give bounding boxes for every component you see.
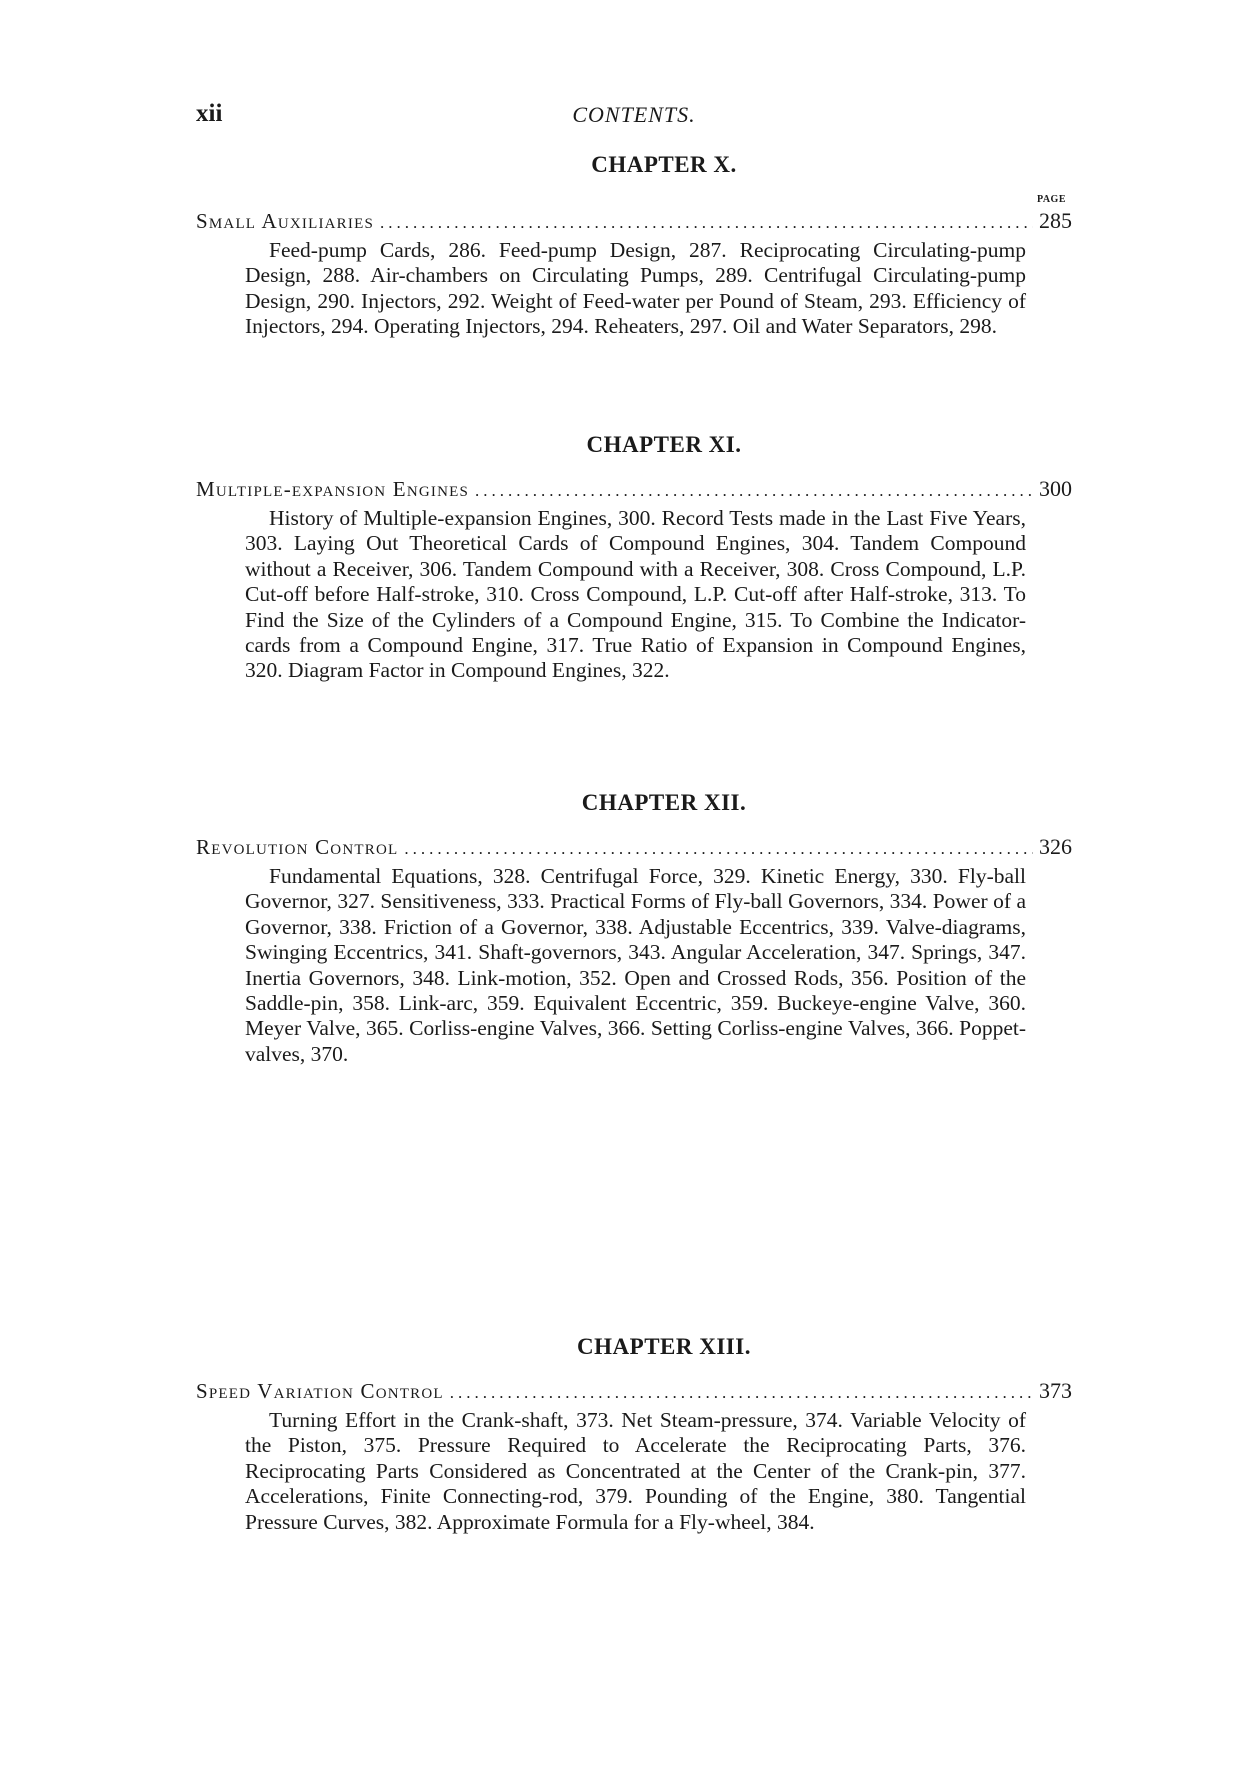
- chapter-heading: CHAPTER XII.: [581, 790, 747, 815]
- chapter-heading: CHAPTER X.: [591, 152, 737, 177]
- chapter-title: Small Auxiliaries: [196, 209, 374, 233]
- page-number: xii: [196, 100, 223, 127]
- chapter-heading: CHAPTER XIII.: [577, 1334, 751, 1359]
- chapter-title: Revolution Control: [196, 835, 399, 859]
- dot-leader: [475, 476, 1033, 506]
- toc-entry: [196, 206, 1072, 236]
- chapter-summary: History of Multiple-expansion Engines, 300. Record Tests made in the Last Five Years, 303. Laying Out Theoretical Cards of Compound Engines, 304. Tandem Compound without a Receiver, 306. Tandem Compound with a Receiver, 308. Cross Compound, L.P. Cut-off before Half-stroke, 310. Cross Compound, L.P. Cut-off after Half-stroke, 313. To Find the Size of the Cylinders of a Compound Engine, 315. To Combine the Indicator-cards from a Compound Engine, 317. True Ratio of Expansion in Compound Engines, 320. Diagram Factor in Compound Engines, 322.: [245, 506, 1026, 683]
- running-head: [196, 100, 1072, 136]
- dot-leader: [404, 834, 1033, 864]
- dot-leader: [450, 1378, 1033, 1408]
- chapter-summary: Feed-pump Cards, 286. Feed-pump Design, 287. Reciprocating Circulating-pump Design, 288. Air-chambers on Circulating Pumps, 289. Centrifugal Circulating-pump Design, 290. Injectors, 292. Weight of Feed-water per Pound of Steam, 293. Efficiency of Injectors, 294. Operating Injectors, 294. Reheaters, 297. Oil and Water Separators, 298.: [245, 238, 1026, 339]
- toc-entry: [196, 474, 1072, 504]
- chapter-page-number: 300: [1039, 476, 1072, 501]
- chapter-summary: Turning Effort in the Crank-shaft, 373. Net Steam-pressure, 374. Variable Velocity of the Piston, 375. Pressure Required to Accelerate the Reciprocating Parts, 376. Reciprocating Parts Considered as Concentrated at the Center of the Crank-pin, 377. Accelerations, Finite Connecting-rod, 379. Pounding of the Engine, 380. Tangential Pressure Curves, 382. Approximate Formula for a Fly-wheel, 384.: [245, 1408, 1026, 1534]
- chapter-page-number: 285: [1039, 208, 1072, 233]
- chapter-page-number: 326: [1039, 834, 1072, 859]
- chapter-x: [196, 150, 1072, 340]
- chapter-heading: CHAPTER XI.: [586, 432, 742, 457]
- page-column-label: PAGE: [1036, 194, 1066, 205]
- running-title: CONTENTS.: [572, 102, 696, 127]
- chapter-page-number: 373: [1039, 1378, 1072, 1403]
- toc-entry: [196, 1376, 1072, 1406]
- toc-entry: [196, 832, 1072, 862]
- chapter-title: Multiple-expansion Engines: [196, 477, 470, 501]
- chapter-summary: Fundamental Equations, 328. Centrifugal Force, 329. Kinetic Energy, 330. Fly-ball Governor, 327. Sensitiveness, 333. Practical Forms of Fly-ball Governors, 334. Power of a Governor, 338. Friction of a Governor, 338. Adjustable Eccentrics, 339. Valve-diagrams, Swinging Eccentrics, 341. Shaft-governors, 343. Angular Acceleration, 347. Springs, 347. Inertia Governors, 348. Link-motion, 352. Open and Crossed Rods, 356. Position of the Saddle-pin, 358. Link-arc, 359. Equivalent Eccentric, 359. Buckeye-engine Valve, 360. Meyer Valve, 365. Corliss-engine Valves, 366. Setting Corliss-engine Valves, 366. Poppet-valves, 370.: [245, 864, 1026, 1066]
- chapter-title: Speed Variation Control: [196, 1379, 444, 1403]
- chapter-xiii: [196, 1332, 1072, 1535]
- dot-leader: [380, 208, 1033, 238]
- chapter-xi: [196, 430, 1072, 684]
- chapter-xii: [196, 788, 1072, 1067]
